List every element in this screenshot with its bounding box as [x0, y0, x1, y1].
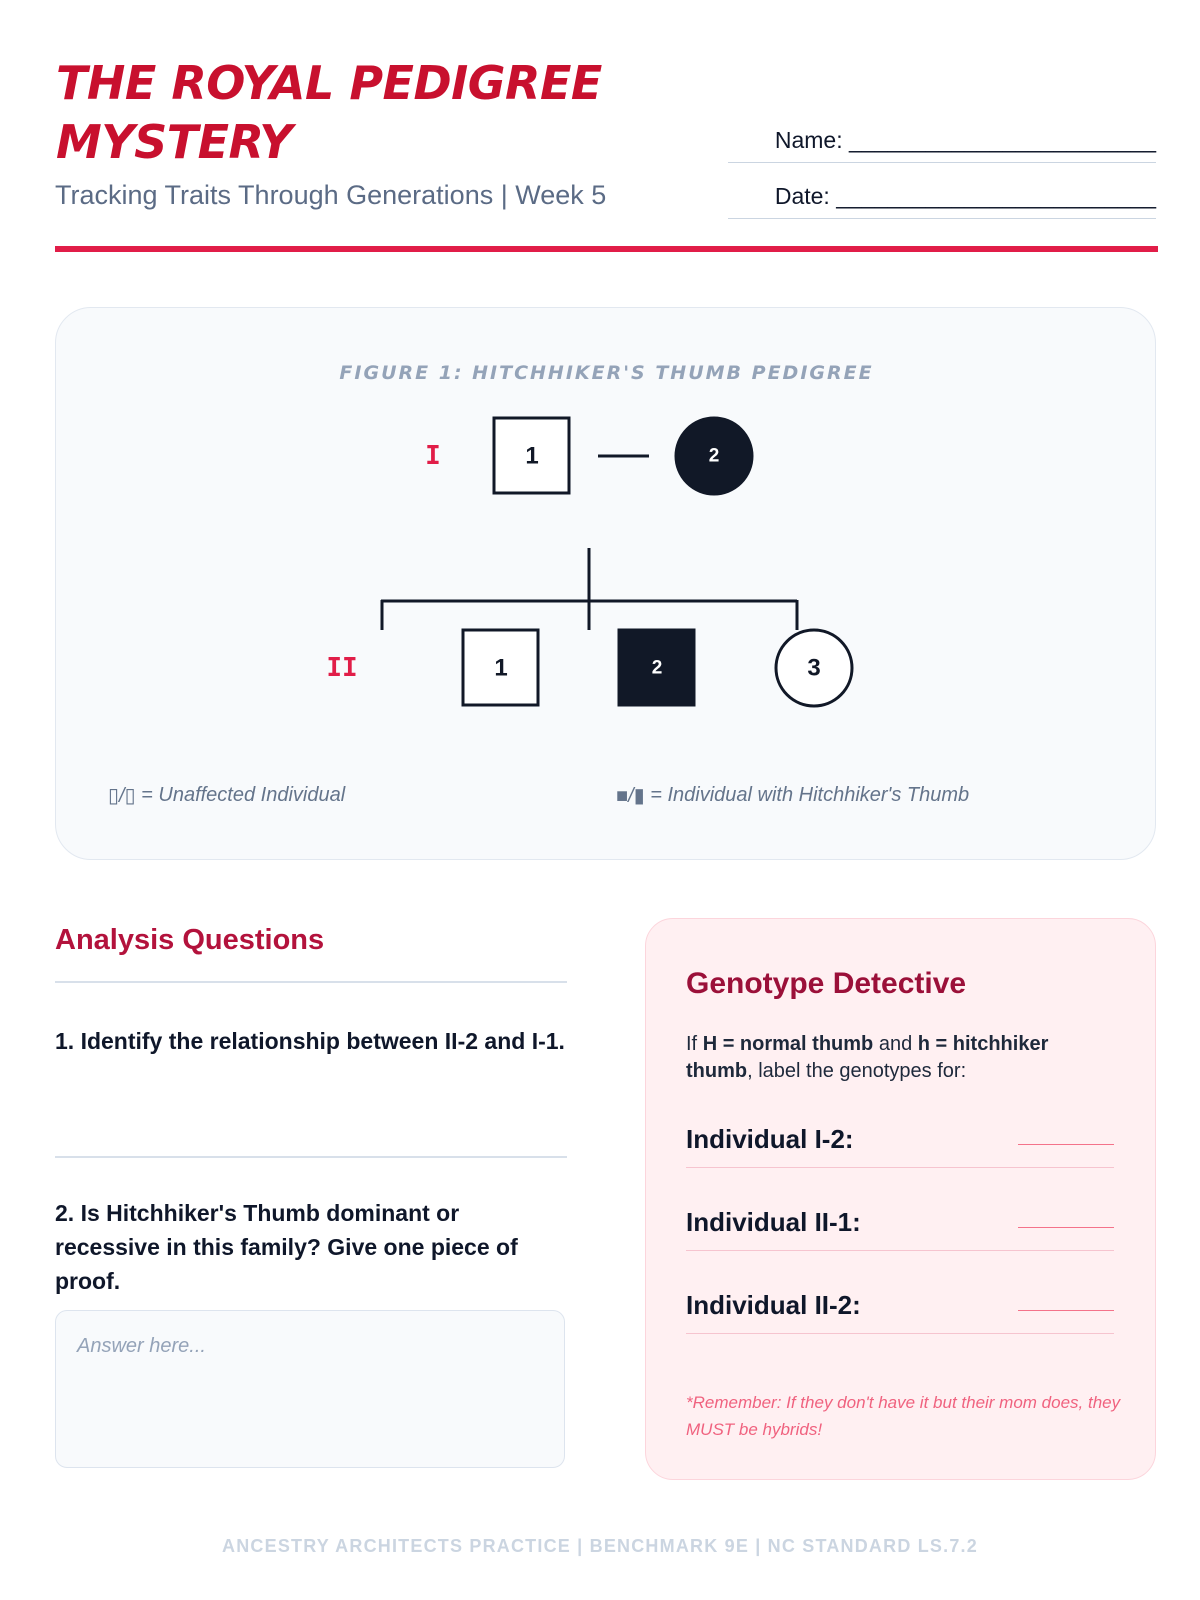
legend-unaffected [108, 783, 345, 808]
page-subtitle: Tracking Traits Through Generations | Week 5 [55, 180, 607, 210]
date-field[interactable] [728, 184, 1156, 219]
individual-number: 2 [651, 657, 663, 679]
intro-dominant-allele: H = normal thumb [702, 1033, 874, 1055]
section-divider [55, 981, 567, 983]
figure-panel [55, 307, 1156, 860]
genotype-row-i-2[interactable] [686, 1111, 1114, 1168]
header-divider [55, 246, 1158, 252]
pedigree-diagram [56, 308, 1157, 861]
genotype-intro [686, 1031, 1116, 1085]
name-field[interactable] [728, 128, 1156, 163]
genotype-panel [645, 918, 1156, 1480]
answer-placeholder: Answer here... [77, 1335, 206, 1357]
legend-affected-text: = Individual with Hitchhiker's Thumb [650, 784, 970, 806]
genotype-label: Individual II-1: [686, 1207, 861, 1237]
name-label: Name: ________________________ [774, 127, 1156, 153]
page-title: THE ROYAL PEDIGREE MYSTERY [56, 56, 602, 169]
legend-affected [616, 783, 969, 808]
legend-unaffected-text: = Unaffected Individual [141, 784, 346, 806]
date-label: Date: _________________________ [774, 183, 1156, 209]
individual-number: 1 [494, 654, 508, 682]
generation-label-i: I [425, 441, 441, 471]
generation-label-ii: II [326, 653, 358, 683]
intro-recessive-allele: h = hitchhiker thumb [686, 1033, 1049, 1082]
legend-unaffected-symbol: ▯/▯ [108, 785, 136, 807]
genotype-row-ii-2[interactable] [686, 1277, 1114, 1334]
individual-number: 1 [525, 442, 539, 470]
legend-affected-symbol: ■/▮ [616, 785, 645, 807]
genotype-blank[interactable] [1018, 1144, 1114, 1146]
genotype-blank[interactable] [1018, 1310, 1114, 1312]
question-2: 2. Is Hitchhiker's Thumb dominant or recessive in this family? Give one piece of proof. [55, 1200, 518, 1294]
analysis-heading: Analysis Questions [55, 924, 325, 956]
answer-input[interactable] [55, 1310, 565, 1468]
intro-text: , label the genotypes for: [747, 1060, 967, 1082]
intro-text: and [878, 1033, 913, 1055]
genotype-reminder-note: *Remember: If they don't have it but their mom does, they MUST be hybrids! [686, 1393, 1121, 1439]
figure-title: FIGURE 1: HITCHHIKER'S THUMB PEDIGREE [339, 362, 874, 384]
section-divider [55, 1156, 567, 1158]
genotype-heading: Genotype Detective [686, 967, 967, 1000]
genotype-label: Individual II-2: [686, 1290, 861, 1320]
genotype-row-ii-1[interactable] [686, 1194, 1114, 1251]
individual-number: 3 [807, 654, 821, 682]
intro-text: If [686, 1033, 698, 1055]
genotype-blank[interactable] [1018, 1227, 1114, 1229]
individual-number: 2 [708, 445, 720, 467]
genotype-label: Individual I-2: [686, 1124, 854, 1154]
question-1: 1. Identify the relationship between II-2 and I-1. [55, 1028, 565, 1054]
page-footer: ANCESTRY ARCHITECTS PRACTICE | BENCHMARK 9E | NC STANDARD LS.7.2 [222, 1536, 978, 1556]
